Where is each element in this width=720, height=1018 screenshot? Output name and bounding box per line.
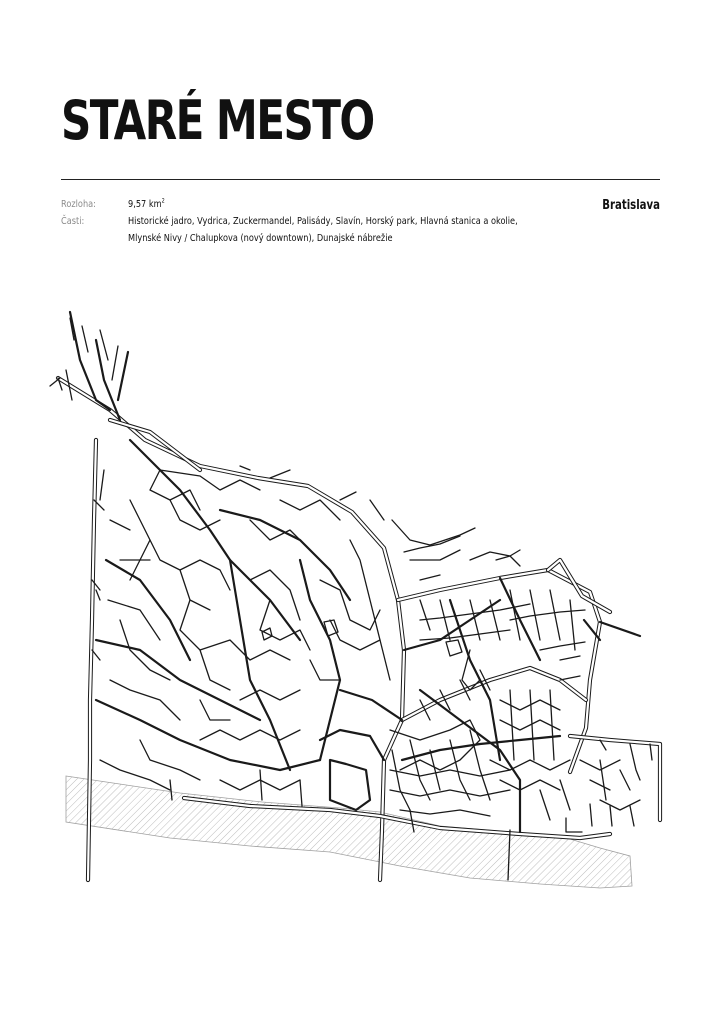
city-name: Bratislava bbox=[602, 198, 660, 213]
parts-line-2: Mlynské Nivy / Chalupkova (nový downtown), Dunajské nábrežie bbox=[128, 233, 393, 244]
poster-title: STARÉ MESTO bbox=[61, 89, 374, 152]
parts-line-1: Historické jadro, Vydrica, Zuckermandel, Palisády, Slavín, Horský park, Hlavná stanica a okolie, bbox=[128, 216, 518, 227]
boundary-details bbox=[92, 500, 652, 806]
parts-label: Časti: bbox=[61, 216, 85, 227]
area-unit-superscript: 2 bbox=[161, 197, 165, 205]
area-label: Rozloha: bbox=[61, 199, 96, 210]
area-value: 9,57 km bbox=[128, 199, 162, 210]
danube-river bbox=[66, 776, 632, 888]
